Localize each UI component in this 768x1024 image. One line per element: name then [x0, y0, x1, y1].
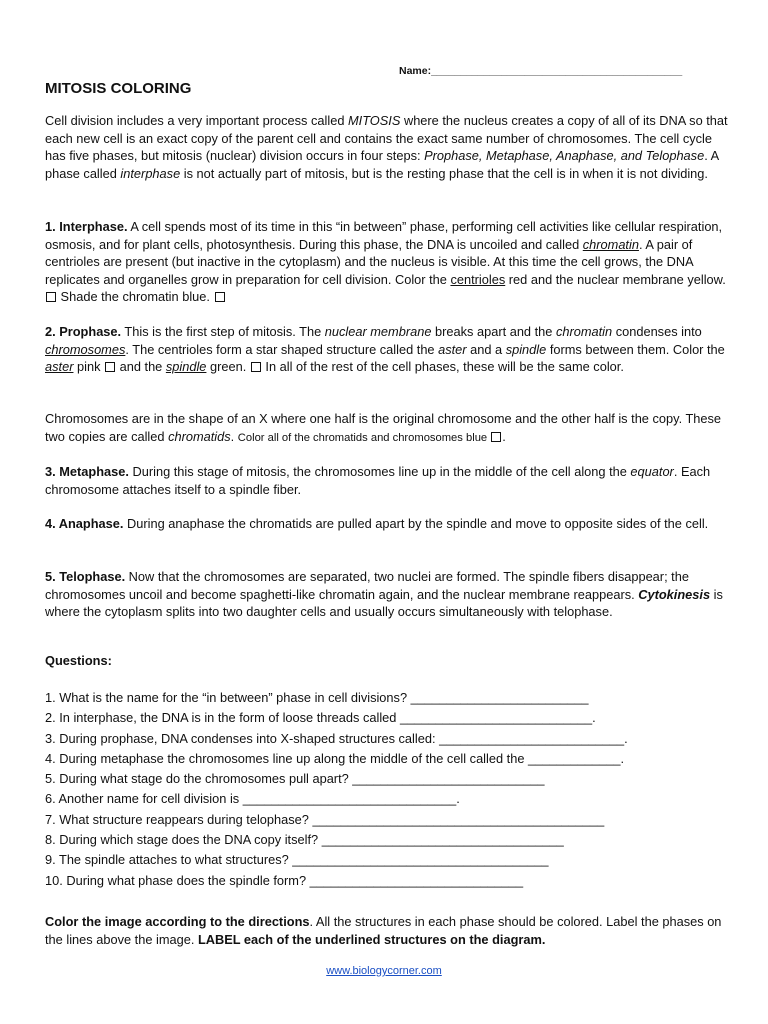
question-item: 1. What is the name for the “in between” phase in cell divisions? _________________________ [45, 690, 589, 705]
italic-text: Prophase, Metaphase, Anaphase, and Telophase [424, 148, 705, 163]
italic-text: equator [630, 464, 674, 479]
bold-text: LABEL each of the underlined structures on the diagram. [197, 931, 546, 947]
question-item: 3. During prophase, DNA condenses into X-shaped structures called: __________________________. [45, 730, 628, 746]
footer [0, 965, 768, 977]
question-item: 8. During which stage does the DNA copy itself? __________________________________ [45, 832, 564, 848]
bold-text: Color the image according to the directions [45, 914, 310, 929]
name-field-label: Name:___________________________________________ [399, 65, 683, 77]
italic-text: chromatin [555, 324, 613, 339]
bold-text: 2. Prophase. [45, 324, 122, 339]
intro-paragraph: Cell division includes a very important process called MITOSIS where the nucleus creates a copy of all of its DNA so that each new cell is an exact copy of the parent cell and contains the exact same number of chromosomes. The cell cycle has five phases, but mitosis (nuclear) division occurs in four steps: Prophase, Metaphase, Anaphase, and Telophase. A phase called interphase is not actually part of mitosis, but is the resting phase that the cell is in when it is not dividing. [45, 113, 728, 181]
question-item: 7. What structure reappears during telophase? _________________________________________ [45, 811, 605, 827]
bold-italic-text: Cytokinesis [638, 586, 711, 602]
small-text: Color all of the chromatids and chromosomes blue [237, 431, 491, 444]
questions-list [45, 688, 735, 891]
bold-text: 1. Interphase. [45, 219, 128, 234]
question-item: 9. The spindle attaches to what structures? ____________________________________ [45, 852, 549, 868]
italic-text: interphase [120, 165, 181, 181]
bold-text: 3. Metaphase. [45, 464, 129, 479]
checkbox[interactable] [251, 362, 261, 372]
anaphase-paragraph: 4. Anaphase. During anaphase the chromatids are pulled apart by the spindle and move to opposite sides of the cell. [45, 516, 709, 531]
prophase-paragraph: 2. Prophase. This is the first step of mitosis. The nuclear membrane breaks apart and the chromatin condenses into chromosomes. The centrioles form a star shaped structure called the aster and a spindle forms between them. Color the aster pink and the spindle green. In all of the rest of the cell phases, these will be the same color. [45, 324, 725, 374]
bold-text: 4. Anaphase. [45, 516, 124, 531]
biologycorner-link[interactable]: www.biologycorner.com [326, 965, 442, 977]
underlined-term: centrioles [450, 271, 506, 287]
page-title: MITOSIS COLORING [45, 80, 192, 97]
italic-text: chromatids [168, 428, 231, 444]
question-item: 10. During what phase does the spindle form? ______________________________ [45, 872, 524, 888]
checkbox[interactable] [105, 362, 115, 372]
checkbox[interactable] [491, 432, 501, 442]
underlined-term: spindle [165, 359, 207, 374]
italic-text: spindle [505, 341, 547, 357]
checkbox[interactable] [46, 292, 56, 302]
italic-text: nuclear membrane [324, 324, 432, 339]
closing-paragraph: Color the image according to the directions. All the structures in each phase should be colored. Label the phases on the lines above the image. LABEL each of the underlined structures on the diagram. [45, 914, 722, 947]
metaphase-paragraph: 3. Metaphase. During this stage of mitosis, the chromosomes line up in the middle of the cell along the equator. Each chromosome attaches itself to a spindle fiber. [45, 464, 711, 497]
italic-text: aster [438, 341, 467, 357]
question-item: 4. During metaphase the chromosomes line up along the middle of the cell called the _____________. [45, 750, 625, 766]
italic-text: MITOSIS [348, 113, 401, 128]
questions-heading: Questions: [45, 653, 112, 668]
interphase-paragraph: 1. Interphase. A cell spends most of its time in this “in between” phase, performing cell activities like cellular respiration, osmosis, and for plant cells, photosynthesis. During this phase, the DNA is uncoiled and called chromatin. A pair of centrioles are present (but inactive in the cytoplasm) and the nucleus is visible. At this time the cell grows, the DNA replicates and organelles grow in preparation for cell division. Color the centrioles red and the nuclear membrane yellow. Shade the chromatin blue. [45, 219, 726, 304]
question-item: 6. Another name for cell division is ______________________________. [45, 791, 460, 807]
question-item: 5. During what stage do the chromosomes pull apart? ___________________________ [45, 771, 545, 787]
underlined-term: chromatin [582, 236, 639, 252]
bold-text: 5. Telophase. [45, 569, 126, 584]
underlined-term: chromosomes [45, 341, 126, 357]
underlined-term: aster [45, 359, 74, 374]
checkbox[interactable] [215, 292, 225, 302]
chromosomes-paragraph: Chromosomes are in the shape of an X where one half is the original chromosome and the other half is the copy. These two copies are called chromatids. Color all of the chromatids and chromosomes blue . [45, 411, 722, 444]
telophase-paragraph: 5. Telophase. Now that the chromosomes are separated, two nuclei are formed. The spindle fibers disappear; the chromosomes uncoil and become spaghetti-like chromatin again, and the nuclear membrane reappears. Cytokinesis is where the cytoplasm splits into two daughter cells and usually occurs simultaneously with telophase. [45, 569, 723, 619]
question-item: 2. In interphase, the DNA is in the form of loose threads called ___________________________. [45, 710, 596, 726]
